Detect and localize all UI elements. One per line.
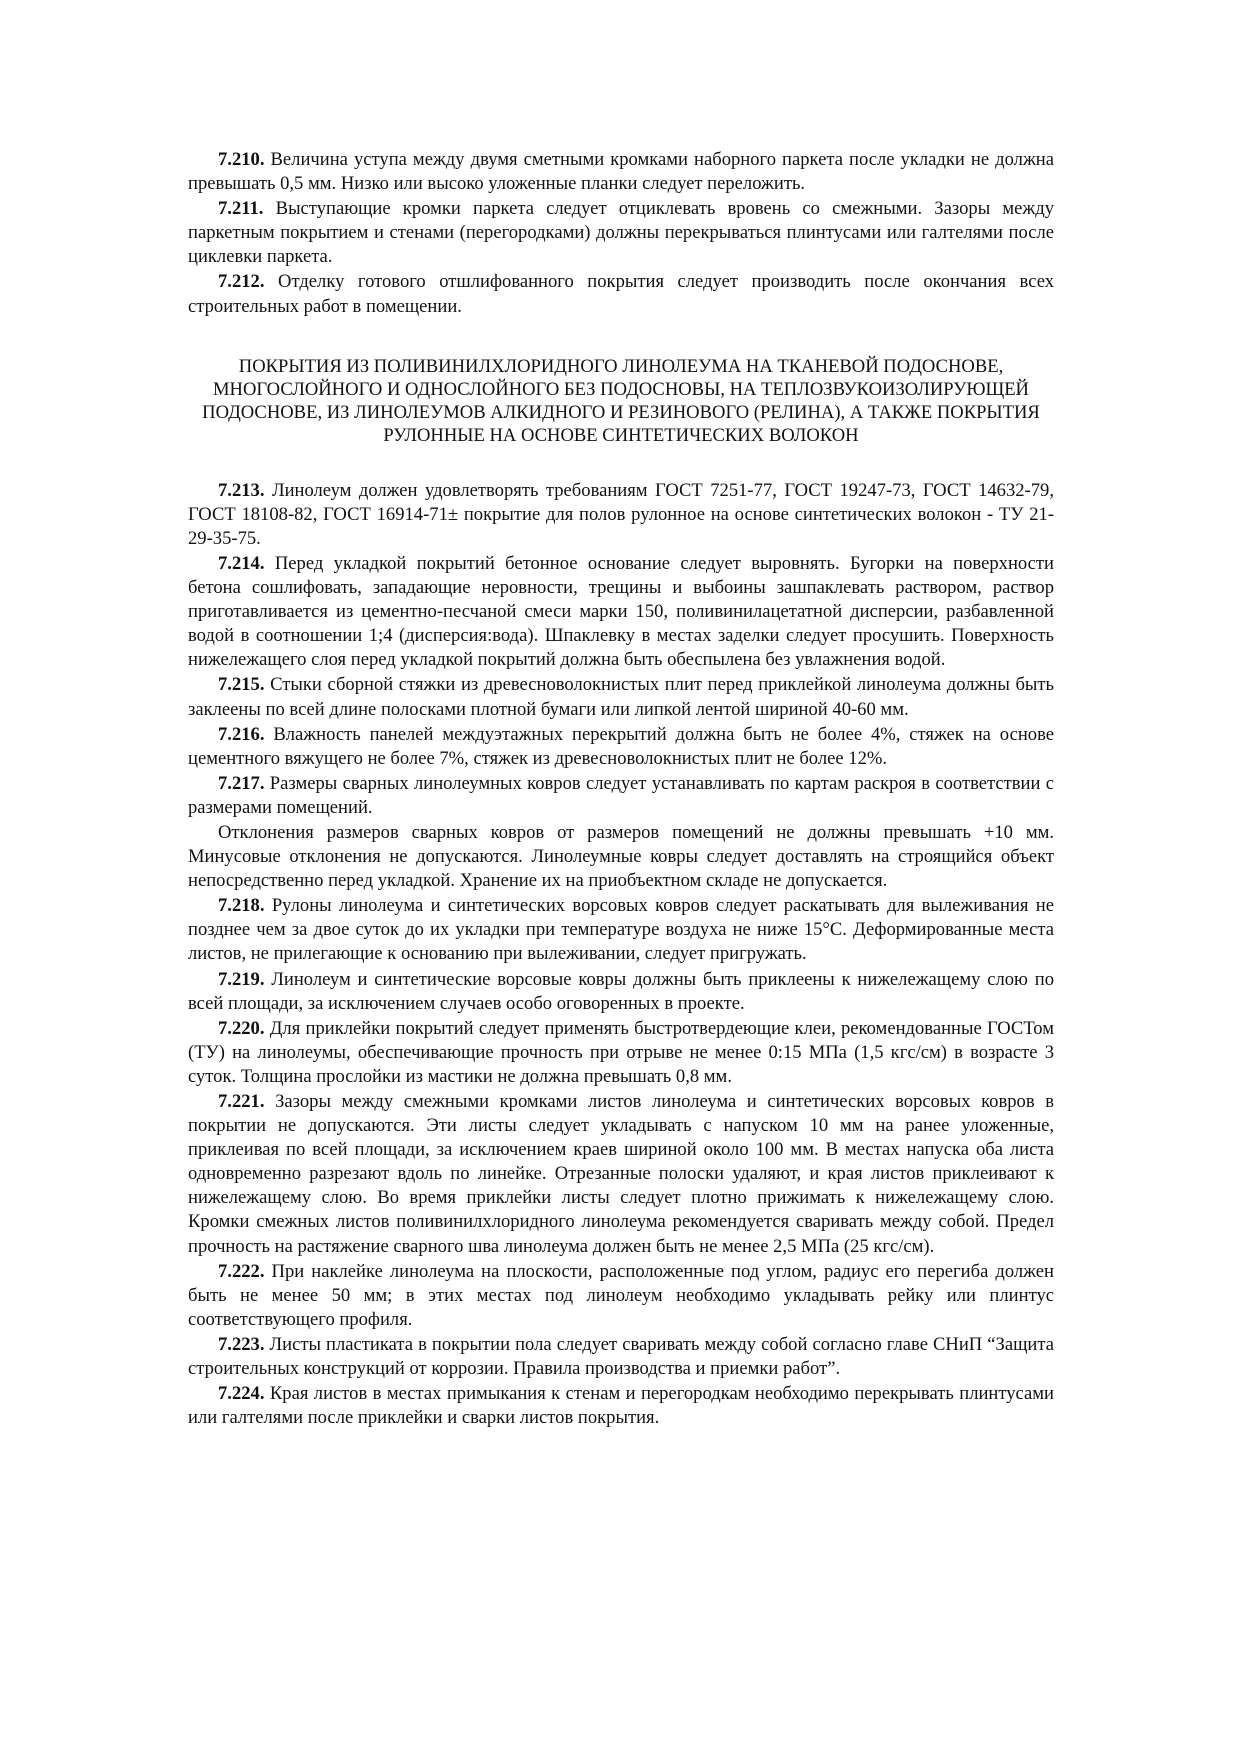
clause-number: 7.220.: [218, 1017, 265, 1039]
clause-text: Влажность панелей междуэтажных перекрытий должна быть не более 4%, стяжек на основе цементного вяжущего не более 7%, стяжек из древесноволокнистых плит не более 12%.: [188, 723, 1054, 769]
clause-number: 7.211.: [218, 198, 264, 220]
paragraph-7-218: [188, 894, 1054, 966]
paragraph-7-213: [188, 479, 1054, 551]
clause-text: Выступающие кромки паркета следует отциклевать вровень со смежными. Зазоры между паркетным покрытием и стенами (перегородками) должны перекрываться плинтусами или галтелями после циклевки паркета.: [188, 198, 1054, 268]
clause-number: 7.219.: [218, 968, 265, 990]
paragraph-7-211: [188, 197, 1054, 269]
clause-text: При наклейке линолеума на плоскости, расположенные под углом, радиус его перегиба должен быть не менее 50 мм; в этих местах под линолеум необходимо укладывать рейку или плинтус соответствующего профиля.: [188, 1260, 1054, 1330]
section-heading: ПОКРЫТИЯ ИЗ ПОЛИВИНИЛХЛОРИДНОГО ЛИНОЛЕУМА НА ТКАНЕВОЙ ПОДОСНОВЕ, МНОГОСЛОЙНОГО И ОДНОСЛОЙНОГО БЕЗ ПОДОСНОВЫ, НА ТЕПЛОЗВУКОИЗОЛИРУЮЩЕЙ ПОДОСНОВЕ, ИЗ ЛИНОЛЕУМОВ АЛКИДНОГО И РЕЗИНОВОГО (РЕЛИНА), А ТАКЖЕ ПОКРЫТИЯ РУЛОННЫЕ НА ОСНОВЕ СИНТЕТИЧЕСКИХ ВОЛОКОН: [202, 355, 1040, 446]
paragraph-7-220: [188, 1017, 1054, 1089]
clause-number: 7.221.: [218, 1091, 265, 1112]
clause-number: 7.214.: [218, 552, 265, 574]
clause-text: Для приклейки покрытий следует применять быстротвердеющие клеи, рекомендованные ГОСТом (ТУ) на линолеумы, обеспечивающие прочность при отрыве не менее 0:15 МПа (1,5 кгс/см) в возрасте 3 суток. Толщина прослойки из мастики не должна превышать 0,8 мм.: [188, 1017, 1054, 1087]
clause-number: 7.222.: [218, 1260, 265, 1282]
paragraph-7-222: [188, 1260, 1054, 1332]
clause-number: 7.213.: [218, 479, 265, 501]
clause-number: 7.218.: [218, 895, 265, 917]
paragraph-7-214: [188, 552, 1054, 672]
clause-text: Величина уступа между двумя сметными кромками наборного паркета после укладки не должна превышать 0,5 мм. Низко или высоко уложенные планки следует переложить.: [188, 149, 1054, 195]
clause-text: Рулоны линолеума и синтетических ворсовых ковров следует раскатывать для вылеживания не позднее чем за двое суток до их укладки при температуре воздуха не ниже 15°С. Деформированные места листов, не прилегающие к основанию при вылеживании, следует пригружать.: [188, 895, 1054, 965]
clause-text: Края листов в местах примыкания к стенам и перегородкам необходимо перекрывать плинтусами или галтелями после приклейки и сварки листов покрытия.: [188, 1383, 1054, 1429]
clause-text: Стыки сборной стяжки из древесноволокнистых плит перед приклейкой линолеума должны быть заклеены по всей длине полосками плотной бумаги или липкой лентой шириной 40-60 мм.: [188, 674, 1054, 720]
paragraph-7-221: [188, 1090, 1054, 1259]
clause-number: 7.215.: [218, 674, 265, 696]
clause-number: 7.210.: [218, 149, 265, 170]
clause-text: Зазоры между смежными кромками листов линолеума и синтетических ворсовых ковров в покрытии не допускаются. Эти листы следует укладывать с напуском 10 мм на ранее уложенные, приклеивая по всей площади, за исключением краев шириной около 100 мм. В местах напуска оба листа одновременно разрезают вдоль по линейке. Отрезанные полоски удаляют, и края листов приклеивают к нижележащему слою. Во время приклейки листы следует плотно прижимать к нижележащему слою. Кромки смежных листов поливинилхлоридного линолеума рекомендуется сваривать между собой. Предел прочность на растяжение сварного шва линолеума должен быть не менее 2,5 МПа (25 кгс/см).: [188, 1091, 1054, 1257]
paragraph-7-215: [188, 673, 1054, 721]
clause-text: Линолеум и синтетические ворсовые ковры должны быть приклеены к нижележащему слою по всей площади, за исключением случаев особо оговоренных в проекте.: [188, 968, 1054, 1014]
paragraph-7-217-continued: [188, 821, 1054, 893]
clause-text: Размеры сварных линолеумных ковров следует устанавливать по картам раскроя в соответствии с размерами помещений.: [188, 772, 1054, 818]
clause-number: 7.216.: [218, 723, 265, 745]
clause-text: Линолеум должен удовлетворять требованиям ГОСТ 7251-77, ГОСТ 19247-73, ГОСТ 14632-79, ГОСТ 18108-82, ГОСТ 16914-71± покрытие для полов рулонное на основе синтетических волокон - ТУ 21-29-35-75.: [188, 479, 1054, 549]
clause-text: Отклонения размеров сварных ковров от размеров помещений не должны превышать +10 мм. Минусовые отклонения не допускаются. Линолеумные ковры следует доставлять на строящийся объект непосредственно перед укладкой. Хранение их на приобъектном складе не допускается.: [188, 821, 1054, 892]
clause-text: Перед укладкой покрытий бетонное основание следует выровнять. Бугорки на поверхности бетона сошлифовать, западающие неровности, трещины и выбоины зашпаклевать раствором, раствор приготавливается из цементно-песчаной смеси марки 150, поливинилацетатной дисперсии, разбавленной водой в соотношении 1;4 (дисперсия:вода). Шпаклевку в местах заделки следует просушить. Поверхность нижележащего слоя перед укладкой покрытий должна быть обеспылена без увлажнения водой.: [188, 552, 1054, 671]
paragraph-7-217: [188, 772, 1054, 820]
clause-number: 7.217.: [218, 772, 265, 794]
paragraph-7-212: [188, 270, 1054, 318]
document-page: [188, 148, 1054, 1431]
paragraph-7-216: [188, 723, 1054, 771]
clause-number: 7.212.: [218, 271, 265, 293]
clause-number: 7.224.: [218, 1383, 265, 1405]
clause-text: Листы пластиката в покрытии пола следует сваривать между собой согласно главе СНиП “Защита строительных конструкций от коррозии. Правила производства и приемки работ”.: [188, 1333, 1054, 1380]
paragraph-7-219: [188, 968, 1054, 1016]
clause-number: 7.223.: [218, 1333, 265, 1355]
paragraph-7-223: [188, 1333, 1054, 1381]
clause-text: Отделку готового отшлифованного покрытия следует производить после окончания всех строительных работ в помещении.: [188, 271, 1054, 317]
paragraph-7-224: [188, 1382, 1054, 1430]
paragraph-7-210: [188, 148, 1054, 196]
